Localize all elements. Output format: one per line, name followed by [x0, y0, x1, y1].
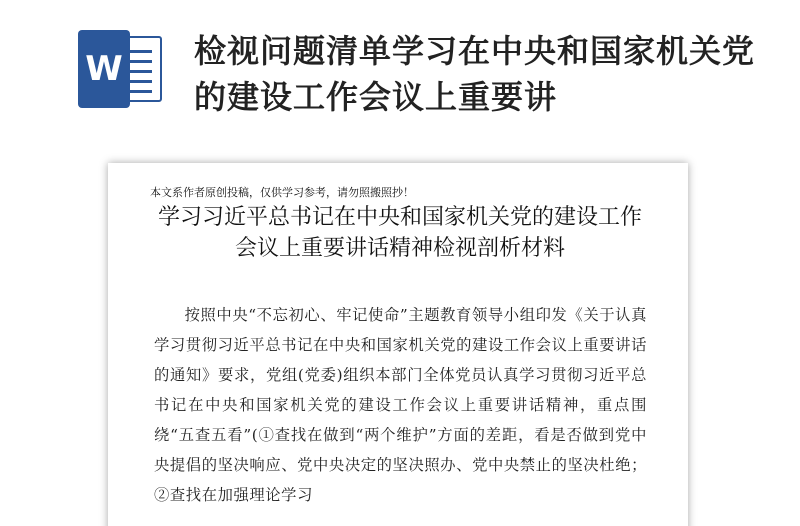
document-title: 学习习近平总书记在中央和国家机关党的建设工作会议上重要讲话精神检视剖析材料 [157, 205, 642, 261]
document-header-title: 检视问题清单学习在中央和国家机关党的建设工作会议上重要讲 [194, 32, 756, 116]
word-badge: W [78, 30, 130, 108]
word-document-icon [78, 30, 164, 108]
header-band [0, 0, 800, 140]
document-body: 按照中央“不忘初心、牢记使命”主题教育领导小组印发《关于认真学习贯彻习近平总书记在中央和国家机关党的建设工作会议上重要讲话的通知》要求，党组(党委)组织本部门全体党员认真学习贯彻习近平总书记在中央和国家机关党的建设工作会议上重要讲话精神，重点围绕“五查五看”(①查找在做到“两个维护”方面的差距，看是否做到党中央提倡的坚决响应、党中央决定的坚决照办、党中央禁止的坚决杜绝；②查找在加强理论学习 [154, 306, 647, 504]
copyright-notice: 本文系作者原创投稿，仅供学习参考，请勿照搬照抄！ [150, 186, 414, 199]
